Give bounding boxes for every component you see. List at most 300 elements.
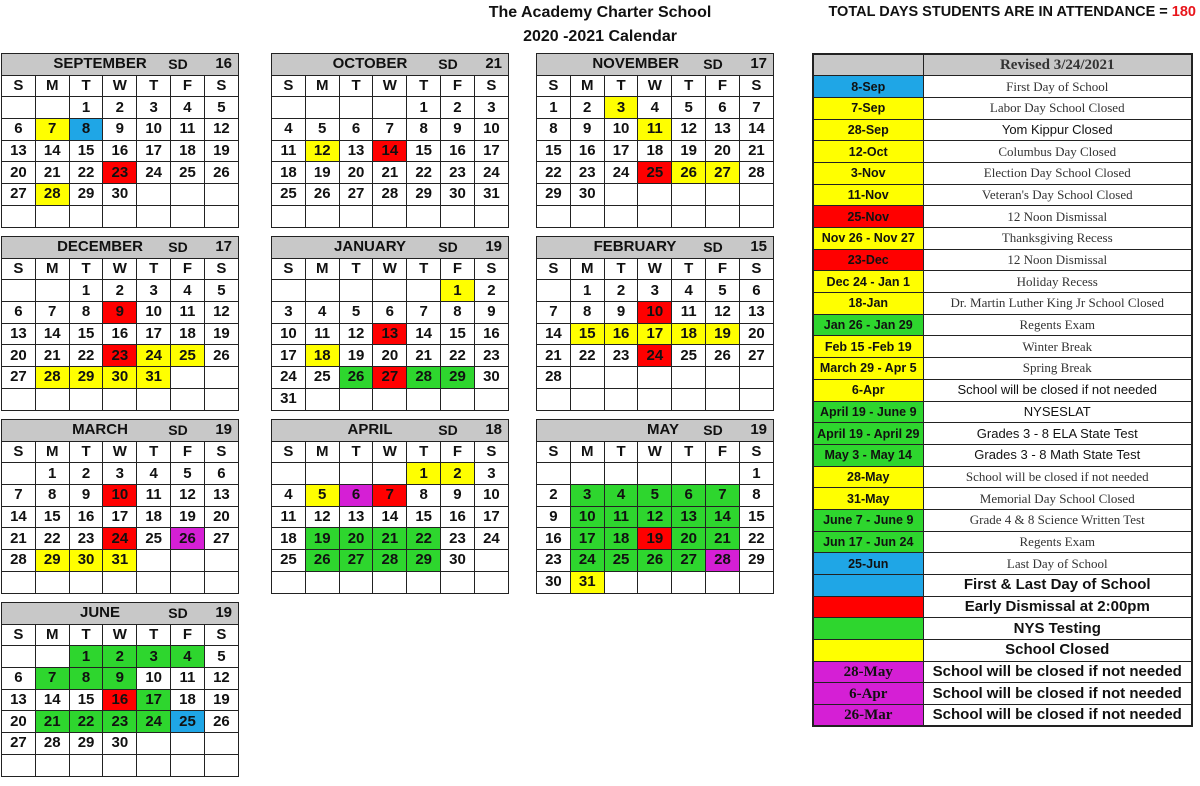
day-cell: 8 <box>570 302 604 324</box>
day-cell: 22 <box>407 528 441 550</box>
weekday-header: S <box>272 258 306 280</box>
weekday-header: T <box>407 75 441 97</box>
empty-cell <box>171 550 205 572</box>
day-cell: 18 <box>272 528 306 550</box>
week-row <box>272 388 509 410</box>
day-cell: 20 <box>373 345 407 367</box>
day-cell: 25 <box>171 711 205 733</box>
empty-cell <box>69 571 103 593</box>
event-date: 3-Nov <box>813 162 923 184</box>
day-cell: 20 <box>2 711 36 733</box>
empty-cell <box>537 388 571 410</box>
day-cell: 3 <box>272 302 306 324</box>
day-cell: 3 <box>137 646 171 668</box>
empty-cell <box>706 184 740 206</box>
day-cell: 8 <box>739 485 773 507</box>
empty-cell <box>739 571 773 593</box>
day-cell: 6 <box>672 485 706 507</box>
day-cell: 15 <box>69 689 103 711</box>
empty-cell <box>339 97 373 119</box>
day-cell: 7 <box>373 119 407 141</box>
month-name: JANUARY <box>334 238 406 256</box>
day-cell: 20 <box>706 140 740 162</box>
day-cell: 12 <box>204 302 238 324</box>
empty-cell <box>339 205 373 227</box>
empty-cell <box>204 388 238 410</box>
weekday-header: M <box>305 441 339 463</box>
empty-cell <box>171 571 205 593</box>
empty-cell <box>441 205 475 227</box>
weekday-header: W <box>103 441 137 463</box>
day-cell: 31 <box>474 184 508 206</box>
weekday-header: S <box>2 75 36 97</box>
weekday-header: T <box>339 441 373 463</box>
day-cell: 29 <box>407 184 441 206</box>
week-row <box>2 668 239 690</box>
month-october <box>271 53 509 228</box>
day-cell: 24 <box>272 367 306 389</box>
month-january <box>271 236 509 411</box>
week-row <box>537 506 774 528</box>
empty-cell <box>706 367 740 389</box>
day-cell: 5 <box>204 97 238 119</box>
day-cell: 29 <box>69 367 103 389</box>
weekday-header: S <box>272 441 306 463</box>
day-cell: 23 <box>103 345 137 367</box>
day-cell: 20 <box>339 162 373 184</box>
month-name: OCTOBER <box>332 55 408 73</box>
weekday-header: M <box>35 258 69 280</box>
empty-cell <box>373 205 407 227</box>
key-description: Early Dismissal at 2:00pm <box>923 596 1192 618</box>
key-swatch: 28-May <box>813 661 923 683</box>
empty-cell <box>339 388 373 410</box>
event-date: Feb 15 -Feb 19 <box>813 336 923 358</box>
month-march <box>1 419 239 594</box>
day-cell: 13 <box>739 302 773 324</box>
key-swatch <box>813 618 923 640</box>
day-cell: 30 <box>103 184 137 206</box>
weekday-header: T <box>69 258 103 280</box>
weekday-header: F <box>441 441 475 463</box>
day-cell: 25 <box>604 550 638 572</box>
day-cell: 28 <box>739 162 773 184</box>
weekday-header: T <box>137 258 171 280</box>
empty-cell <box>706 463 740 485</box>
weekday-header: S <box>474 441 508 463</box>
calendar-title: The Academy Charter School <box>488 4 712 21</box>
empty-cell <box>570 367 604 389</box>
day-cell: 13 <box>339 140 373 162</box>
empty-cell <box>638 463 672 485</box>
key-swatch <box>813 596 923 618</box>
day-cell: 1 <box>35 463 69 485</box>
empty-cell <box>407 571 441 593</box>
day-cell: 11 <box>272 506 306 528</box>
day-cell: 4 <box>171 646 205 668</box>
empty-cell <box>2 388 36 410</box>
key-description: School will be closed if not needed <box>923 705 1192 727</box>
day-cell: 22 <box>441 345 475 367</box>
weekday-header: S <box>537 441 571 463</box>
empty-cell <box>2 205 36 227</box>
day-cell: 19 <box>171 506 205 528</box>
week-row <box>537 388 774 410</box>
day-cell: 3 <box>638 280 672 302</box>
day-cell: 4 <box>305 302 339 324</box>
week-row <box>537 140 774 162</box>
day-cell: 10 <box>474 119 508 141</box>
weekday-header: F <box>171 75 205 97</box>
day-cell: 28 <box>537 367 571 389</box>
empty-cell <box>638 388 672 410</box>
event-description: Veteran's Day School Closed <box>923 184 1192 206</box>
legend-event-row <box>813 488 1192 510</box>
day-cell: 21 <box>35 162 69 184</box>
empty-cell <box>305 97 339 119</box>
legend-event-row <box>813 379 1192 401</box>
week-row <box>537 302 774 324</box>
day-cell: 25 <box>272 550 306 572</box>
week-row <box>272 485 509 507</box>
day-cell: 15 <box>407 140 441 162</box>
day-cell: 24 <box>638 345 672 367</box>
weekday-header: F <box>441 258 475 280</box>
event-date: April 19 - June 9 <box>813 401 923 423</box>
day-cell: 1 <box>69 97 103 119</box>
day-cell: 4 <box>604 485 638 507</box>
day-cell: 3 <box>103 463 137 485</box>
day-cell: 29 <box>407 550 441 572</box>
empty-cell <box>305 280 339 302</box>
day-cell: 19 <box>305 162 339 184</box>
weekday-header: F <box>441 75 475 97</box>
weekday-header: S <box>2 624 36 646</box>
week-row <box>2 205 239 227</box>
week-row <box>2 463 239 485</box>
day-cell: 5 <box>204 646 238 668</box>
day-cell: 15 <box>35 506 69 528</box>
day-cell: 20 <box>2 162 36 184</box>
day-cell: 24 <box>137 345 171 367</box>
day-cell: 27 <box>739 345 773 367</box>
day-cell: 15 <box>739 506 773 528</box>
day-cell: 27 <box>2 367 36 389</box>
week-row <box>272 323 509 345</box>
empty-cell <box>204 754 238 776</box>
event-date: 31-May <box>813 488 923 510</box>
day-cell: 11 <box>137 485 171 507</box>
event-description: Labor Day School Closed <box>923 97 1192 119</box>
day-cell: 28 <box>35 367 69 389</box>
day-cell: 11 <box>604 506 638 528</box>
empty-cell <box>204 205 238 227</box>
weekday-header: T <box>604 441 638 463</box>
legend-key-row <box>813 575 1192 597</box>
day-cell: 2 <box>69 463 103 485</box>
week-row <box>537 184 774 206</box>
day-cell: 6 <box>706 97 740 119</box>
day-cell: 10 <box>272 323 306 345</box>
month-name: APRIL <box>347 421 393 439</box>
legend-key-row <box>813 683 1192 705</box>
empty-cell <box>35 388 69 410</box>
day-cell: 9 <box>570 119 604 141</box>
weekday-header: S <box>204 258 238 280</box>
day-cell: 14 <box>35 689 69 711</box>
day-cell: 27 <box>672 550 706 572</box>
weekday-header: T <box>672 441 706 463</box>
weekday-header: W <box>638 441 672 463</box>
week-row <box>2 689 239 711</box>
day-cell: 29 <box>739 550 773 572</box>
day-cell: 12 <box>638 506 672 528</box>
day-cell: 23 <box>441 528 475 550</box>
day-cell: 8 <box>407 119 441 141</box>
empty-cell <box>604 463 638 485</box>
day-cell: 30 <box>441 550 475 572</box>
day-cell: 17 <box>638 323 672 345</box>
day-cell: 4 <box>171 97 205 119</box>
day-cell: 24 <box>570 550 604 572</box>
empty-cell <box>2 754 36 776</box>
weekday-header: S <box>474 258 508 280</box>
week-row <box>2 506 239 528</box>
day-cell: 2 <box>441 97 475 119</box>
weekday-header: F <box>171 258 205 280</box>
empty-cell <box>739 367 773 389</box>
month-name: MAY <box>647 421 679 439</box>
key-swatch <box>813 575 923 597</box>
empty-cell <box>103 754 137 776</box>
week-row <box>2 162 239 184</box>
event-description: Grade 4 & 8 Science Written Test <box>923 509 1192 531</box>
day-cell: 18 <box>171 323 205 345</box>
empty-cell <box>339 571 373 593</box>
weekday-header: S <box>2 441 36 463</box>
day-cell: 10 <box>103 485 137 507</box>
event-description: First Day of School <box>923 76 1192 98</box>
weekday-header: S <box>474 75 508 97</box>
day-cell: 5 <box>339 302 373 324</box>
school-days-label: SD <box>703 239 723 256</box>
empty-cell <box>739 388 773 410</box>
day-cell: 9 <box>441 485 475 507</box>
empty-cell <box>35 571 69 593</box>
day-cell: 17 <box>474 140 508 162</box>
weekday-header: S <box>204 75 238 97</box>
event-description: Grades 3 - 8 ELA State Test <box>923 423 1192 445</box>
day-cell: 4 <box>272 119 306 141</box>
day-cell: 8 <box>69 119 103 141</box>
event-description: Columbus Day Closed <box>923 141 1192 163</box>
day-cell: 15 <box>570 323 604 345</box>
day-cell: 7 <box>407 302 441 324</box>
empty-cell <box>171 367 205 389</box>
weekday-header: M <box>305 258 339 280</box>
event-description: 12 Noon Dismissal <box>923 249 1192 271</box>
week-row <box>537 97 774 119</box>
day-cell: 29 <box>35 550 69 572</box>
weekday-header: S <box>537 258 571 280</box>
day-cell: 17 <box>137 323 171 345</box>
empty-cell <box>2 463 36 485</box>
day-cell: 26 <box>204 711 238 733</box>
week-row <box>537 463 774 485</box>
empty-cell <box>137 388 171 410</box>
empty-cell <box>171 754 205 776</box>
weekday-header: S <box>537 75 571 97</box>
event-date: 25-Jun <box>813 553 923 575</box>
empty-cell <box>204 550 238 572</box>
day-cell: 12 <box>339 323 373 345</box>
day-cell: 14 <box>739 119 773 141</box>
day-cell: 16 <box>570 140 604 162</box>
empty-cell <box>305 388 339 410</box>
day-cell: 12 <box>672 119 706 141</box>
weekday-header: T <box>137 624 171 646</box>
day-cell: 19 <box>305 528 339 550</box>
event-description: Holiday Recess <box>923 271 1192 293</box>
empty-cell <box>570 388 604 410</box>
day-cell: 2 <box>103 97 137 119</box>
week-row <box>537 162 774 184</box>
weekday-header: M <box>570 441 604 463</box>
attendance-summary <box>826 4 1196 20</box>
day-cell: 21 <box>537 345 571 367</box>
school-days-label: SD <box>168 605 188 622</box>
weekday-header: T <box>672 258 706 280</box>
day-cell: 15 <box>537 140 571 162</box>
day-cell: 22 <box>35 528 69 550</box>
month-december <box>1 236 239 411</box>
day-cell: 25 <box>272 184 306 206</box>
event-date: May 3 - May 14 <box>813 444 923 466</box>
event-description: Regents Exam <box>923 531 1192 553</box>
key-description: School Closed <box>923 640 1192 662</box>
day-cell: 20 <box>2 345 36 367</box>
day-cell: 10 <box>570 506 604 528</box>
key-swatch: 6-Apr <box>813 683 923 705</box>
event-date: 6-Apr <box>813 379 923 401</box>
empty-cell <box>474 205 508 227</box>
empty-cell <box>2 280 36 302</box>
empty-cell <box>537 280 571 302</box>
empty-cell <box>672 205 706 227</box>
day-cell: 7 <box>35 119 69 141</box>
day-cell: 15 <box>407 506 441 528</box>
day-cell: 26 <box>638 550 672 572</box>
week-row <box>2 280 239 302</box>
month-september <box>1 53 239 228</box>
event-description: Thanksgiving Recess <box>923 228 1192 250</box>
empty-cell <box>441 571 475 593</box>
day-cell: 11 <box>638 119 672 141</box>
day-cell: 3 <box>474 97 508 119</box>
event-description: Winter Break <box>923 336 1192 358</box>
event-description: Grades 3 - 8 Math State Test <box>923 444 1192 466</box>
school-days-count: 17 <box>215 238 232 256</box>
day-cell: 4 <box>638 97 672 119</box>
week-row <box>272 550 509 572</box>
empty-cell <box>604 367 638 389</box>
day-cell: 5 <box>706 280 740 302</box>
legend-key-row <box>813 661 1192 683</box>
week-row <box>2 754 239 776</box>
day-cell: 5 <box>638 485 672 507</box>
day-cell: 13 <box>2 323 36 345</box>
empty-cell <box>2 571 36 593</box>
empty-cell <box>638 184 672 206</box>
empty-cell <box>69 205 103 227</box>
day-cell: 25 <box>672 345 706 367</box>
day-cell: 21 <box>706 528 740 550</box>
day-cell: 10 <box>604 119 638 141</box>
legend-event-row <box>813 553 1192 575</box>
day-cell: 23 <box>537 550 571 572</box>
day-cell: 20 <box>672 528 706 550</box>
weekday-header: W <box>103 624 137 646</box>
day-cell: 30 <box>441 184 475 206</box>
legend-key-row <box>813 618 1192 640</box>
day-cell: 8 <box>69 668 103 690</box>
week-row <box>537 119 774 141</box>
school-days-label: SD <box>438 239 458 256</box>
month-february <box>536 236 774 411</box>
empty-cell <box>35 646 69 668</box>
day-cell: 26 <box>204 345 238 367</box>
day-cell: 23 <box>103 711 137 733</box>
day-cell: 31 <box>570 571 604 593</box>
day-cell: 17 <box>137 689 171 711</box>
day-cell: 18 <box>604 528 638 550</box>
legend-event-row <box>813 423 1192 445</box>
day-cell: 27 <box>339 550 373 572</box>
day-cell: 29 <box>537 184 571 206</box>
empty-cell <box>305 571 339 593</box>
legend-event-row <box>813 509 1192 531</box>
event-date: 18-Jan <box>813 293 923 315</box>
empty-cell <box>204 184 238 206</box>
day-cell: 19 <box>204 140 238 162</box>
empty-cell <box>272 205 306 227</box>
key-description: School will be closed if not needed <box>923 661 1192 683</box>
weekday-header: S <box>739 258 773 280</box>
weekday-header: F <box>706 441 740 463</box>
day-cell: 27 <box>2 733 36 755</box>
school-days-count: 17 <box>750 55 767 73</box>
weekday-header: T <box>407 441 441 463</box>
day-cell: 20 <box>739 323 773 345</box>
day-cell: 12 <box>305 140 339 162</box>
day-cell: 3 <box>474 463 508 485</box>
legend-event-row <box>813 531 1192 553</box>
weekday-header: S <box>204 441 238 463</box>
day-cell: 14 <box>373 140 407 162</box>
weekday-header: M <box>570 75 604 97</box>
day-cell: 27 <box>2 184 36 206</box>
day-cell: 6 <box>373 302 407 324</box>
empty-cell <box>373 280 407 302</box>
school-days-label: SD <box>703 422 723 439</box>
day-cell: 6 <box>739 280 773 302</box>
day-cell: 26 <box>305 184 339 206</box>
week-row <box>537 367 774 389</box>
legend-event-row <box>813 119 1192 141</box>
week-row <box>2 119 239 141</box>
key-swatch: 26-Mar <box>813 705 923 727</box>
weekday-header: T <box>137 441 171 463</box>
